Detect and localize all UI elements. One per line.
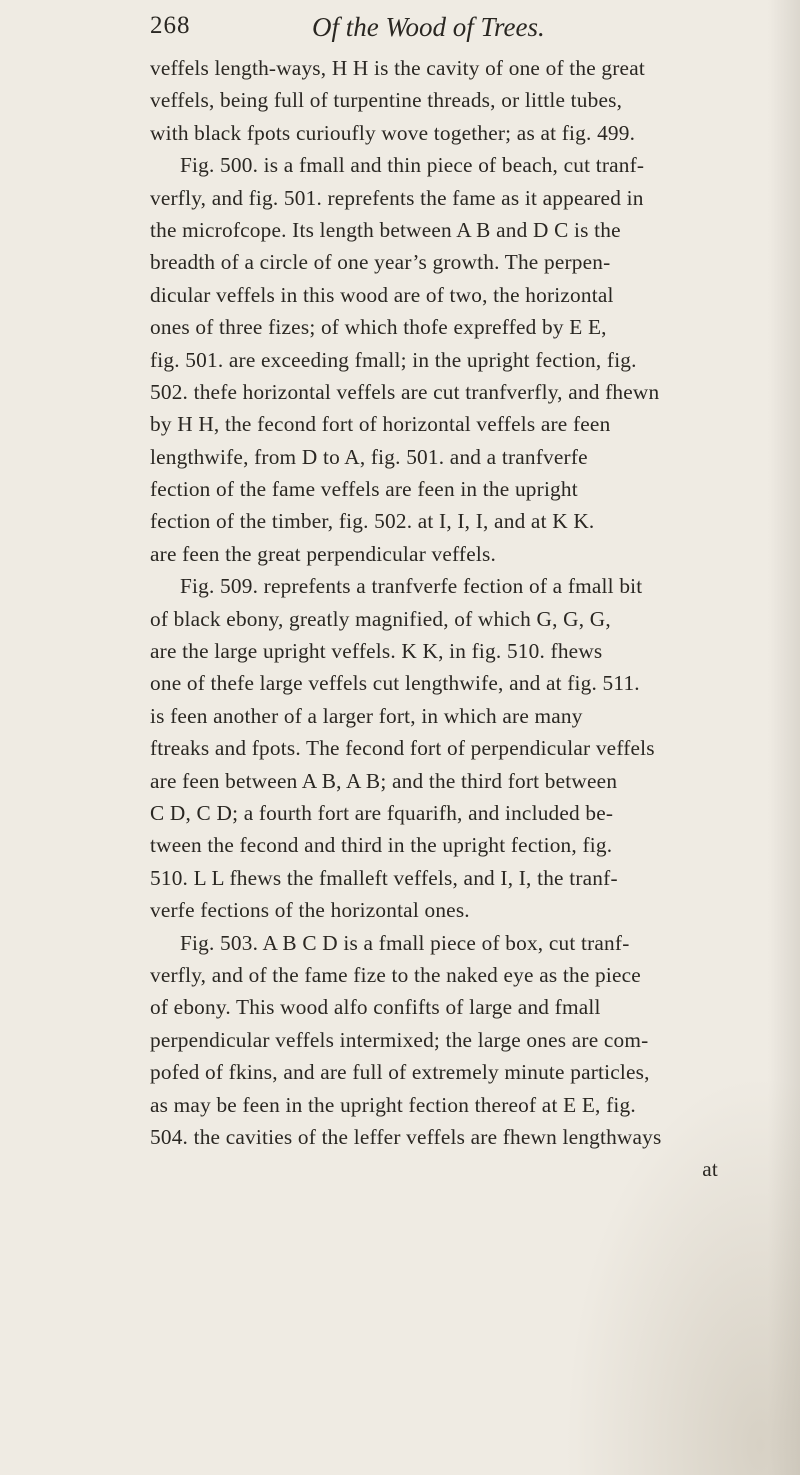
text-line: fection of the timber, fig. 502. at I, I, I, and at K K. — [150, 509, 595, 534]
text-line: 510. L L fhews the fmalleft veffels, and I, I, the tranf- — [150, 865, 618, 890]
text-line: ones of three fizes; of which thofe expreffed by E E, — [150, 315, 607, 340]
body-text — [150, 52, 730, 1186]
text-line: one of thefe large veffels cut lengthwife, and at fig. 511. — [150, 671, 640, 696]
paragraph-start-line: Fig. 500. is a fmall and thin piece of beach, cut tranf- — [180, 153, 645, 178]
text-line: are feen the great perpendicular veffels. — [150, 541, 496, 566]
catchword: at — [702, 1157, 718, 1182]
text-line: verfly, and fig. 501. reprefents the fame as it appeared in — [150, 185, 644, 210]
text-line: verfly, and of the fame fize to the naked eye as the piece — [150, 962, 641, 987]
text-line: are feen between A B, A B; and the third fort between — [150, 768, 618, 793]
text-line: veffels, being full of turpentine threads, or little tubes, — [150, 88, 623, 113]
text-line: pofed of fkins, and are full of extremely minute particles, — [150, 1060, 650, 1085]
text-line: fig. 501. are exceeding fmall; in the upright fection, fig. — [150, 347, 637, 372]
text-line: are the large upright veffels. K K, in fig. 510. fhews — [150, 639, 603, 664]
text-line: C D, C D; a fourth fort are fquarifh, and included be- — [150, 800, 614, 825]
text-line: breadth of a circle of one year’s growth. The perpen- — [150, 250, 611, 275]
text-line: perpendicular veffels intermixed; the large ones are com- — [150, 1027, 649, 1052]
text-line: of ebony. This wood alfo confifts of large and fmall — [150, 995, 601, 1020]
page-number: 268 — [150, 12, 191, 39]
text-line: tween the fecond and third in the upright fection, fig. — [150, 833, 613, 858]
text-line: by H H, the fecond fort of horizontal veffels are feen — [150, 412, 611, 437]
text-line: the microfcope. Its length between A B and D C is the — [150, 217, 621, 242]
text-line: with black fpots curioufly wove together; as at fig. 499. — [150, 120, 636, 145]
text-line: ftreaks and fpots. The fecond fort of perpendicular veffels — [150, 736, 655, 761]
text-line: verfe fections of the horizontal ones. — [150, 898, 470, 923]
text-line: lengthwife, from D to A, fig. 501. and a tranfverfe — [150, 444, 588, 469]
text-line: is feen another of a larger fort, in which are many — [150, 703, 583, 728]
text-line: dicular veffels in this wood are of two, the horizontal — [150, 282, 614, 307]
text-line: 504. the cavities of the leffer veffels are fhewn lengthways — [150, 1124, 662, 1149]
text-line: fection of the fame veffels are feen in the upright — [150, 477, 578, 502]
text-line: as may be feen in the upright fection thereof at E E, fig. — [150, 1092, 636, 1117]
paragraph-start-line: Fig. 503. A B C D is a fmall piece of box, cut tranf- — [180, 930, 630, 955]
text-line: of black ebony, greatly magnified, of which G, G, G, — [150, 606, 611, 631]
text-line: 502. thefe horizontal veffels are cut tranfverfly, and fhewn — [150, 379, 660, 404]
paragraph-start-line: Fig. 509. reprefents a tranfverfe fection of a fmall bit — [180, 574, 643, 599]
running-title: Of the Wood of Trees. — [312, 12, 545, 42]
text-line: veffels length-ways, H H is the cavity of one of the great — [150, 56, 645, 80]
page-header — [150, 12, 730, 48]
